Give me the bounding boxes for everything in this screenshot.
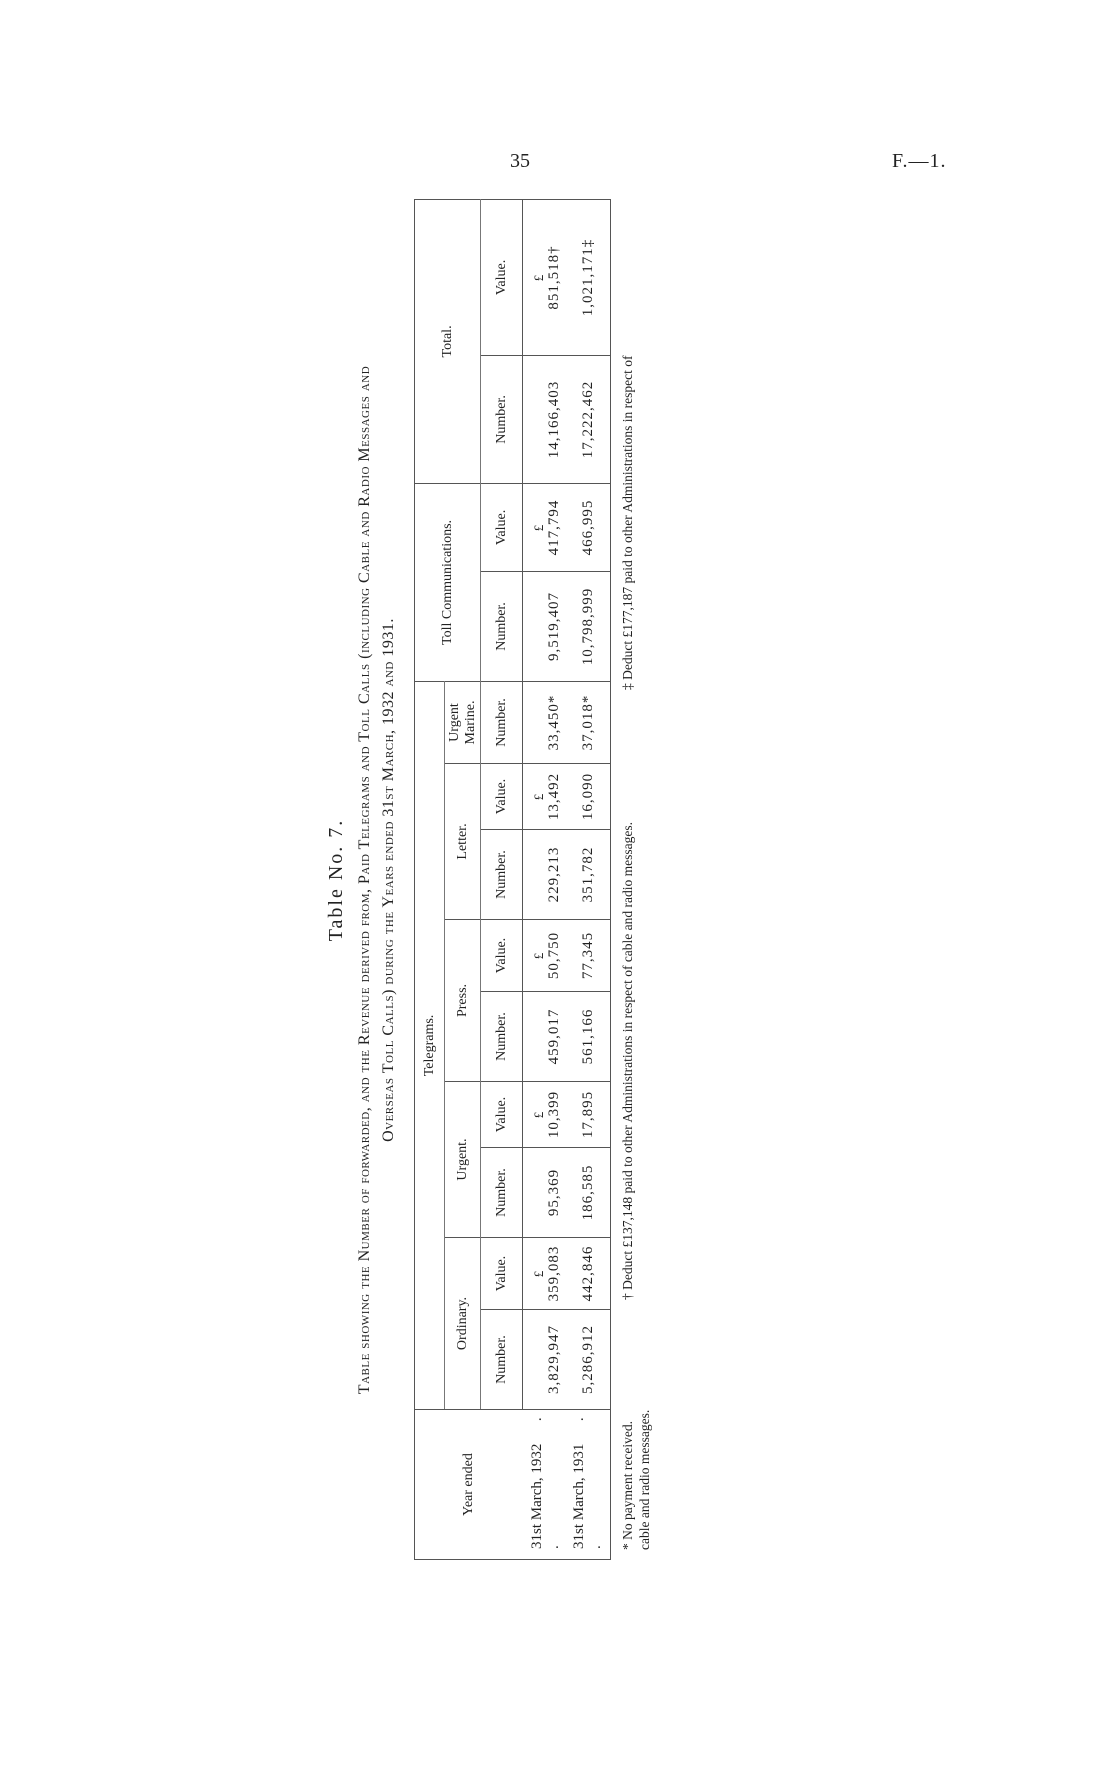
year-cell: 31st March, 1932 . . [523,1410,567,1560]
footnote-dagger: † Deduct £137,148 paid to other Administrations in respect of cable and radio messages. [620,821,635,1300]
header-value: Value. [481,764,523,830]
toll-value-cell: 466,995 [567,483,611,571]
header-total: Total. [415,199,481,483]
header-year-ended: Year ended [415,1410,523,1560]
table-row [523,199,567,1559]
ordinary-value-cell: 442,846 [567,1238,611,1310]
urgent-value-cell: £ 10,399 [523,1082,567,1148]
footnote-double-dagger: ‡ Deduct £177,187 paid to other Administrations in respect of [620,355,635,690]
header-number: Number. [481,830,523,920]
total-number-cell: 14,166,403 [523,355,567,483]
marine-number-cell: 33,450* [523,681,567,763]
document-reference: F.—1. [892,150,947,172]
table-title: Table No. 7. [325,818,347,942]
header-number: Number. [481,681,523,763]
total-number-cell: 17,222,462 [567,355,611,483]
table-footnotes [619,200,653,1560]
press-value-cell: £ 50,750 [523,920,567,992]
header-press: Press. [445,920,481,1082]
toll-number-cell: 9,519,407 [523,571,567,681]
ordinary-value-cell: £ 359,083 [523,1238,567,1310]
header-value: Value. [481,483,523,571]
header-number: Number. [481,1310,523,1410]
header-urgent: Urgent. [445,1082,481,1238]
footnote-no-payment: * No payment received. cable and radio messages. [620,1409,652,1550]
urgent-number-cell: 186,585 [567,1148,611,1238]
rotated-table-block [320,200,740,1560]
header-ordinary: Ordinary. [445,1238,481,1410]
marine-number-cell: 37,018* [567,681,611,763]
urgent-value-cell: 17,895 [567,1082,611,1148]
header-value: Value. [481,199,523,355]
header-number: Number. [481,992,523,1082]
table-row [567,199,611,1559]
header-number: Number. [481,571,523,681]
letter-number-cell: 229,213 [523,830,567,920]
letter-value-cell: £ 13,492 [523,764,567,830]
toll-value-cell: £ 417,794 [523,483,567,571]
header-value: Value. [481,1082,523,1148]
header-number: Number. [481,355,523,483]
urgent-number-cell: 95,369 [523,1148,567,1238]
year-cell: 31st March, 1931 . . [567,1410,611,1560]
header-urgent-marine: Urgent Marine. [445,681,481,763]
header-toll-communications: Toll Communications. [415,483,481,681]
header-telegrams: Telegrams. [415,681,445,1409]
table-caption-line-1: Table showing the Number of forwarded, and the Revenue derived from, Paid Telegrams and Toll Calls (including Cable and Radio Messages and [356,365,373,1395]
toll-number-cell: 10,798,999 [567,571,611,681]
press-number-cell: 561,166 [567,992,611,1082]
header-number: Number. [481,1148,523,1238]
header-letter: Letter. [445,764,481,920]
press-number-cell: 459,017 [523,992,567,1082]
letter-value-cell: 16,090 [567,764,611,830]
revenue-table [414,199,611,1560]
total-value-cell: 1,021,171‡ [567,199,611,355]
ordinary-number-cell: 5,286,912 [567,1310,611,1410]
header-value: Value. [481,1238,523,1310]
total-value-cell: £ 851,518† [523,199,567,355]
press-value-cell: 77,345 [567,920,611,992]
table-caption-line-2: Overseas Toll Calls) during the Years ended 31st March, 1932 and 1931. [380,618,397,1142]
header-value: Value. [481,920,523,992]
ordinary-number-cell: 3,829,947 [523,1310,567,1410]
page-number: 35 [510,150,530,172]
letter-number-cell: 351,782 [567,830,611,920]
